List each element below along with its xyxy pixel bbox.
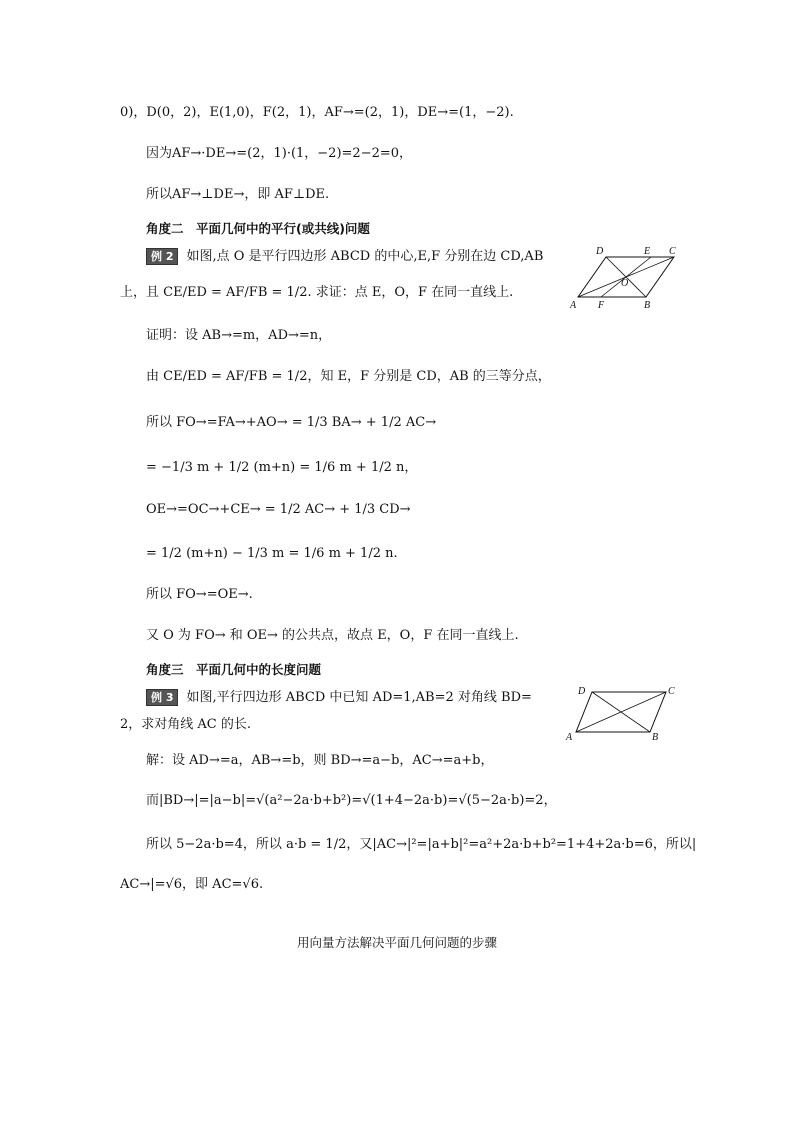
example-2-text: 如图,点 O 是平行四边形 ABCD 的中心,E,F 分别在边 CD,AB (186, 249, 544, 264)
solution-line-3: 所以 5−2a·b=4，所以 a·b = 1/2，又|AC→|²=|a+b|²=a²+2a·b+b²=1+4+2a·b=6，所以| (146, 837, 697, 852)
point-label-o: O (621, 278, 629, 289)
example-2-label: 例 2 (146, 248, 178, 265)
proof-line-6: = 1/2 (m+n) − 1/3 m = 1/6 m + 1/2 n. (146, 546, 398, 561)
text-line-1: 0)，D(0，2)，E(1,0)，F(2，1)，AF→=(2，1)，DE→=(1，−2). (120, 105, 514, 120)
point-label-b: B (652, 732, 659, 743)
solution-line-2: 而|BD→|=|a−b|=√(a²−2a·b+b²)=√(1+4−2a·b)=√(5−2a·b)=2， (146, 793, 557, 808)
proof-line-2: 由 CE/ED = AF/FB = 1/2，知 E，F 分别是 CD，AB 的三等分点， (146, 369, 551, 384)
example-3-line-1 (146, 689, 532, 707)
point-label-d: D (596, 246, 604, 257)
proof-line-8: 又 O 为 FO→ 和 OE→ 的公共点，故点 E，O，F 在同一直线上. (146, 628, 519, 643)
parallelogram-figure-1 (568, 242, 688, 312)
point-label-a: A (566, 732, 573, 743)
example-3-text: 如图,平行四边形 ABCD 中已知 AD=1,AB=2 对角线 BD= (186, 690, 532, 705)
proof-line-5: OE→=OC→+CE→ = 1/2 AC→ + 1/3 CD→ (146, 502, 411, 517)
section-heading-3: 角度三 平面几何中的长度问题 (146, 662, 322, 677)
point-label-d: D (578, 686, 586, 697)
proof-line-4: = −1/3 m + 1/2 (m+n) = 1/6 m + 1/2 n， (146, 460, 418, 475)
footer-title: 用向量方法解决平面几何问题的步骤 (296, 935, 497, 950)
example-3-label: 例 3 (146, 689, 178, 706)
point-label-f: F (598, 300, 605, 311)
proof-line-7: 所以 FO→=OE→. (146, 587, 253, 602)
text-line-2: 因为AF→·DE→=(2，1)·(1，−2)=2−2=0， (146, 146, 413, 161)
proof-line-3: 所以 FO→=FA→+AO→ = 1/3 BA→ + 1/2 AC→ (146, 415, 437, 430)
solution-line-4: AC→|=√6，即 AC=√6. (120, 877, 264, 892)
point-label-a: A (570, 300, 577, 311)
example-2-line-1 (146, 248, 543, 266)
example-3-line-2: 2，求对角线 AC 的长. (120, 717, 252, 732)
section-heading-2: 角度二 平面几何中的平行(或共线)问题 (146, 221, 370, 236)
proof-line-1: 证明：设 AB→=m，AD→=n， (146, 328, 332, 343)
point-label-c: C (669, 246, 676, 257)
point-label-c: C (668, 686, 675, 697)
text-line-3: 所以AF→⊥DE→，即 AF⊥DE. (146, 187, 330, 202)
point-label-e: E (644, 246, 651, 257)
example-2-line-2: 上，且 CE/ED = AF/FB = 1/2. 求证：点 E，O，F 在同一直线上. (120, 285, 514, 300)
parallelogram-figure-2 (566, 684, 686, 744)
point-label-b: B (644, 300, 651, 311)
solution-line-1: 解：设 AD→=a，AB→=b，则 BD→=a−b，AC→=a+b， (146, 753, 494, 768)
